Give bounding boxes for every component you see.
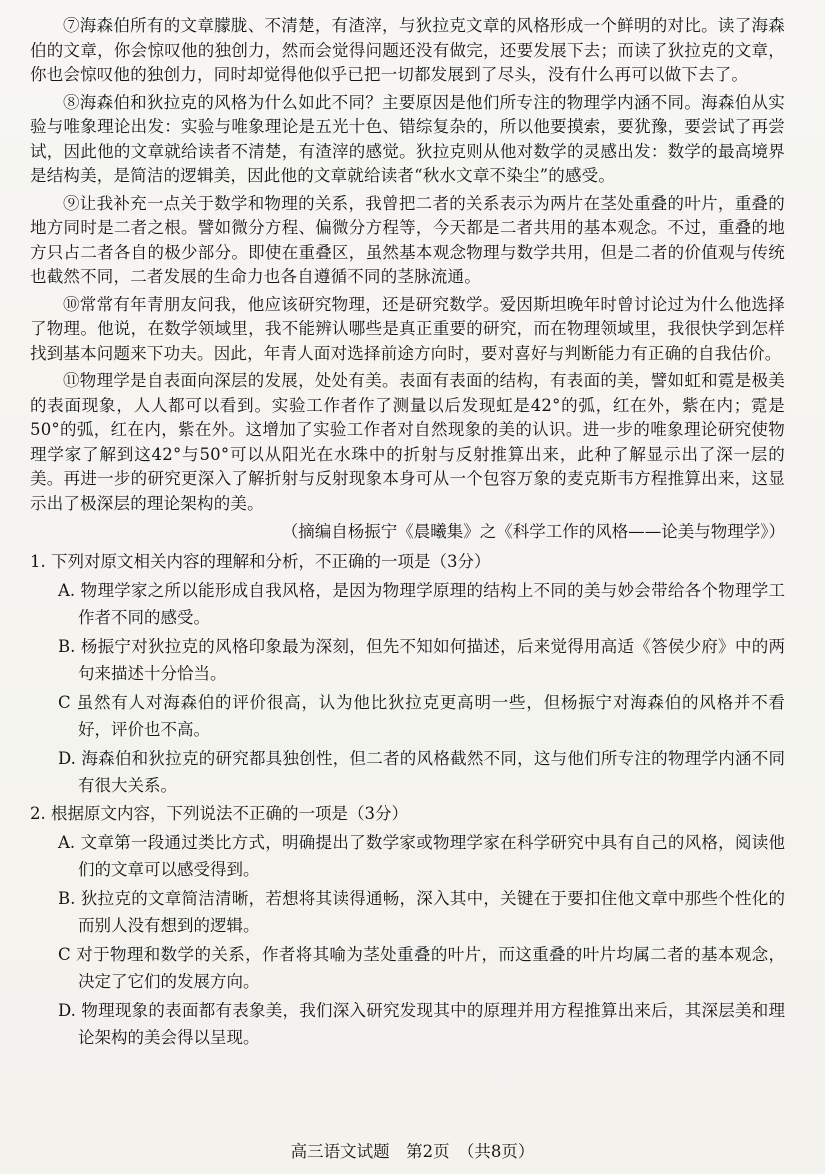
question-stem: 1. 下列对原文相关内容的理解和分析，不正确的一项是（3分）	[30, 552, 491, 571]
option-b: B. 杨振宁对狄拉克的风格印象最为深刻，但先不知如何描述，后来觉得用高适《答侯少府》中的两句来描述十分恰当。	[58, 637, 785, 683]
paragraph-10: ⑩常常有年青朋友问我，他应该研究物理，还是研究数学。爱因斯坦晚年时曾讨论过为什么他选择了物理。他说，在数学领域里，我不能辨认哪些是真正重要的研究，而在物理领域里，我很快学到怎样找到基本问题来下功夫。因此，年青人面对选择前途方向时，要对喜好与判断能力有正确的自我估价。	[30, 294, 785, 363]
question-1	[30, 549, 785, 799]
page-footer: 高三语文试题 第2页 （共8页）	[290, 1142, 535, 1161]
paragraph-7: ⑦海森伯所有的文章朦胧、不清楚，有渣滓，与狄拉克文章的风格形成一个鲜明的对比。读了海森伯的文章，你会惊叹他的独创力，然而会觉得问题还没有做完，还要发展下去；而读了狄拉克的文章，你也会惊叹他的独创力，同时却觉得他似乎已把一切都发展到了尽头，没有什么再可以做下去了。	[30, 16, 785, 84]
question-2	[30, 801, 785, 1051]
option-d: D. 海森伯和狄拉克的研究都具独创性，但二者的风格截然不同，这与他们所专注的物理学内涵不同有很大关系。	[58, 749, 785, 795]
option-b: B. 狄拉克的文章简洁清晰，若想将其读得通畅，深入其中，关键在于要扣住他文章中那些个性化的而别人没有想到的逻辑。	[58, 889, 785, 935]
option-a: A. 物理学家之所以能形成自我风格，是因为物理学原理的结构上不同的美与妙会带给各个物理学工作者不同的感受。	[58, 581, 785, 627]
option-c: C 虽然有人对海森伯的评价很高，认为他比狄拉克更高明一些，但杨振宁对海森伯的风格并不看好，评价也不高。	[58, 693, 785, 739]
paragraph-11: ⑪物理学是自表面向深层的发展，处处有美。表面有表面的结构，有表面的美，譬如虹和霓是极美的表面现象，人人都可以看到。实验工作者作了测量以后发现虹是42°的弧，红在外，紫在内；霓是50°的弧，红在内，紫在外。这增加了实验工作者对自然现象的美的认识。进一步的唯象理论研究使物理学家了解到这42°与50°可以从阳光在水珠中的折射与反射推算出来，此种了解显示出了深一层的美。再进一步的研究更深入了解折射与反射现象本身可从一个包容万象的麦克斯韦方程推算出来，这显示出了极深层的理论架构的美。	[30, 371, 785, 513]
option-c: C 对于物理和数学的关系，作者将其喻为茎处重叠的叶片，而这重叠的叶片均属二者的基本观念，决定了它们的发展方向。	[58, 945, 785, 991]
source-citation: （摘编自杨振宁《晨曦集》之《科学工作的风格——论美与物理学》）	[281, 522, 785, 541]
option-d: D. 物理现象的表面都有表象美，我们深入研究发现其中的原理并用方程推算出来后，其深层美和理论架构的美会得以呈现。	[58, 1001, 785, 1047]
paragraph-9: ⑨让我补充一点关于数学和物理的关系，我曾把二者的关系表示为两片在茎处重叠的叶片，重叠的地方同时是二者之根。譬如微分方程、偏微分方程等，今天都是二者共用的基本观念。不过，重叠的地方只占二者各自的极少部分。即使在重叠区，虽然基本观念物理与数学共用，但是二者的价值观与传统也截然不同，二者发展的生命力也各自遵循不同的茎脉流通。	[30, 193, 785, 286]
paragraph-8: ⑧海森伯和狄拉克的风格为什么如此不同？主要原因是他们所专注的物理学内涵不同。海森伯从实验与唯象理论出发：实验与唯象理论是五光十色、错综复杂的，所以他要摸索，要犹豫，要尝试了再尝试，因此他的文章就给读者不清楚，有渣滓的感觉。狄拉克则从他对数学的灵感出发：数学的最高境界是结构美，是简洁的逻辑美，因此他的文章就给读者“秋水文章不染尘”的感受。	[30, 92, 785, 185]
option-a: A. 文章第一段通过类比方式，明确提出了数学家或物理学家在科学研究中具有自己的风格，阅读他们的文章可以感受得到。	[58, 833, 785, 879]
article	[30, 14, 785, 545]
question-stem: 2. 根据原文内容，下列说法不正确的一项是（3分）	[30, 804, 408, 823]
